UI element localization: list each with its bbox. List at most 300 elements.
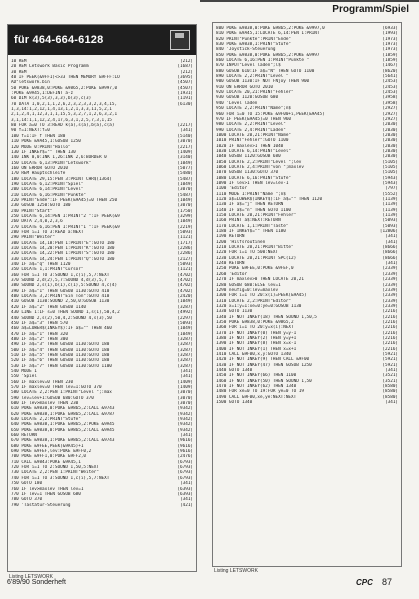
checksum: [1973] [382,36,398,42]
code-text: 330 LOCATE 14,24:PEN 1:PRINT"Q":GOTO 180 [11,256,115,262]
checksum: [6393] [177,491,193,497]
checksum: [1993] [382,31,398,37]
code-text: 470 IF a$="1" THEN 320 [11,331,68,337]
code-text: 1420 IF NOT INKEY(9) THEN CALL &9F00 [216,357,310,363]
code-text: 1220 FOR i=1 TO 500:NEXT [216,250,279,256]
checksum: [8666] [382,245,398,251]
code-text: 1330 GOTO 1130 [216,309,253,315]
code-text: 370 SOUND 2,d(2),5,7:SOUND 4,d(3),5,7 [11,278,107,284]
page-footer [0,571,419,599]
checksum: [3070] [177,390,193,396]
checksum: [3287] [177,342,193,348]
checksum: [2476] [177,454,193,460]
checksum: [2339] [382,271,398,277]
code-text: 30 REM [11,69,27,75]
code-text: 1460 IF NOT INKEY(50) THEN SOUND 1,50 [216,378,312,384]
checksum: [9616] [177,438,193,444]
checksum: [1121] [177,235,193,241]
code-text: 910 ON ERROR GOTO 2010 [216,84,273,90]
checksum: [1409] [177,379,193,385]
checksum: [3070] [177,139,193,145]
code-text: 1470 IF NOT INKEY(62) THEN 1340 [216,384,297,390]
checksum: [1191] [177,96,193,102]
code-text: 750 GOTO 180 [11,481,43,487]
code-text: 1440 GOTO 1340 [216,368,253,373]
code-text: 600 IF lev>maxlev THEN 230 [11,401,79,406]
checksum: [212] [180,59,193,64]
checksum: [1049] [177,299,193,305]
code-text: 1150 LOCATE 20,21:PRINT"Fehler" [216,213,297,219]
checksum: [1687] [177,64,193,70]
checksum: [9342] [177,411,193,417]
checksum: [1139] [382,213,398,219]
code-text: 60 DIM k(3),5(3),3,3),b(3),c(3) [11,96,92,102]
header-rule [200,0,419,2]
code-text: 1050 LOCATE 2,2:PRINT"Level ";lev [216,159,302,165]
code-text: 1190 RETURN [216,234,245,240]
checksum: [5921] [382,362,398,368]
checksum: [2339] [382,266,398,272]
code-text: 430 LINE 1:IF s=0 THEN SOUND 1,s(1),50,4,2 [11,310,120,316]
code-text: :POKE &9A45,1:DEFINT a-z [11,91,74,97]
code-text: 360 FOR i=1 TO 3:SOUND 1,c(i),5,7:NEXT [11,272,110,278]
code-text: 820 PRINT"Punkte":PRINT"Ende" [216,36,292,42]
code-text: 510 IF a$="5" THEN GOSUB 1130:GOTO 180 [11,352,110,358]
page-header [0,0,419,22]
code-text: 1160 PRINT a$:NEXT:RETURN [216,218,281,224]
code-text: 720 FOR i=1 TO 2:SOUND 1,50,5:NEXT [11,465,99,471]
code-text: 390 IF a$="1" THEN GOSUB 1130:GOTO 410 [11,288,110,294]
checksum: [2927] [382,106,398,112]
checksum: [2030] [382,148,398,154]
code-text: 1360 FOR i=1 TO 20:y=x(i):NEXT [216,325,294,331]
banner-title: für 464-664-6128 [14,34,104,46]
code-text: 160 ON ERROR GOTO 2010 [11,165,68,171]
checksum: [2127] [177,256,193,262]
checksum: [4702] [177,283,193,289]
code-line [216,400,398,405]
checksum: [5552] [382,191,398,197]
code-text: 1210 LOCATE 20,21:PRINT"Bitte" [216,245,294,251]
code-text: 1000 LOCATE 20,21:PRINT"Name" [216,132,292,138]
checksum: [6793] [177,459,193,465]
code-text: 1270 IF maxlev>0 THEN LOCATE 20,21 [216,277,304,283]
code-text: 550 'Spiel [11,374,37,380]
checksum: [2927] [382,116,398,122]
checksum: [5480] [177,171,193,177]
code-text: 210 LOCATE 6,16:PRINT"Punkte" [11,192,87,198]
code-text: 760 IF lev>maxlev THEN lev=1 [11,486,84,492]
checksum: [2339] [382,277,398,283]
checksum: [2453] [382,79,398,85]
code-text: 170 REM Hauptschleife [11,171,66,177]
code-text: 1450 IF NOT INKEY(66) THEN 1100 [216,373,297,379]
checksum: [9342] [177,406,193,412]
code-text: 650 POKE &9838,0:POKE &9865,2:CALL &9A45 [11,427,115,433]
checksum: [341] [180,497,193,503]
code-text: 730 LOCATE 2,2:PEN 1:PRINT"Weiter" [11,470,99,476]
code-text: 1410 CALL &9F00,x,y:GOTO 1340 [216,351,292,357]
checksum: [8620] [382,68,398,74]
code-text: 530 IF a$="7" THEN GOSUB 1130:GOTO 1100 [11,363,112,369]
checksum: [341] [385,261,398,267]
code-text: 680 POKE &9FEE,PEEK(&9A45)+1 [11,443,84,449]
code-text: 410 GOSUB 1130:SOUND 2,50,0:GOSUB 1130 [11,299,110,305]
checksum: [2339] [382,293,398,299]
checksum: [341] [385,368,398,373]
checksum: [9342] [177,417,193,423]
checksum: [2297] [177,315,193,321]
code-text: 120 MODE 0:PRINT"Hallo" [11,144,71,150]
code-text: 180 LOCATE 29,15:PEN 3:PRINT CHR$(1364) [11,176,112,182]
code-text: 1070 GOSUB 1130:GOTO 370 [216,170,279,176]
code-listing-right [216,26,398,405]
checksum: [2216] [382,309,398,315]
checksum: [1467] [382,63,398,69]
brand-logo: CPC [356,578,373,587]
checksum: [8580] [382,389,398,395]
checksum: [212] [180,69,193,75]
checksum: [2216] [382,341,398,347]
checksum: [2216] [382,319,398,325]
checksum: [1049] [177,326,193,332]
checksum: [3070] [177,401,193,406]
code-text: 790 'Tastatur-Steuerung [11,502,71,508]
checksum: [4702] [177,278,193,284]
checksum: [3287] [177,358,193,364]
code-text: 1180 IF INKEY$="" THEN 1180 [216,229,286,235]
checksum: [5077] [177,165,193,171]
checksum: [6793] [177,475,193,481]
checksum: [797] [385,186,398,192]
checksum: [341] [385,234,398,240]
checksum: [8580] [382,384,398,390]
code-text: 950 LOCATE 2,2:PRINT"Name";n$ [216,106,292,112]
code-text: 770 IF lev=1 THEN GOSUB 680 [11,491,81,497]
code-text: 660 RETURN [11,433,37,439]
checksum: [3521] [382,373,398,379]
checksum: [2030] [382,127,398,133]
checksum: [8580] [382,394,398,400]
code-text: 290 PRINT"Weiter" [11,235,55,241]
code-text: 1260 'Editor [216,271,248,277]
checksum: [4702] [177,288,193,294]
checksum: [341] [180,374,193,380]
code-text: 1030 LOCATE 6,14:PRINT"Level" [216,148,292,154]
checksum: [1859] [382,58,398,64]
code-text: 1480 FOR xe=0 TO 19:FOR ye=0 TO 19 [216,389,304,395]
checksum: [5487] [177,192,193,198]
code-text: 220 PRINT"Ende":IF PEEK(&9A45)=0 THEN 250 [11,197,118,203]
checksum: [341] [180,433,193,439]
checksum: [2420] [177,294,193,300]
checksum: [2216] [382,314,398,320]
checksum: [1049] [177,331,193,337]
code-text: 40 IF PEEK(&9FF1)<>33 THEN MEMORY &9FFF:LO [11,75,120,81]
code-text: 970 IF PEEK(&9A45)=0 THEN 960 [216,116,292,122]
checksum: [1121] [177,267,193,273]
checksum: [1750] [177,208,193,214]
checksum: [6933] [382,26,398,31]
checksum: [2219] [177,224,193,230]
code-text: 780 GOTO 370 [11,497,43,503]
code-text: 140 INK 0,0:INK 1,26:INK 2,6:BORDER 0 [11,155,107,161]
code-text: 460 a$=LOWER$(INKEY$):IF a$="" THEN 460 [11,326,112,332]
code-text: 1430 IF NOT INKEY(47) THEN GOSUB 1250 [216,362,312,368]
checksum: [3070] [177,187,193,193]
checksum: [6393] [177,486,193,492]
code-text: 860 LOCATE 6,16:PEN 1:PRINT"Punkte " [216,58,310,64]
code-text: 420 IF a$="2" THEN GOSUB 1140 [11,304,87,310]
checksum: [4992] [177,310,193,316]
checksum: [9616] [177,443,193,449]
code-text: 1090 IF lev>1 THEN lev=lev-1 [216,180,289,186]
checksum: [3070] [177,395,193,401]
code-text: 380 SOUND 2,s(1),b(1),c(1),5:SOUND 4,c(4) [11,283,118,289]
checksum: [6793] [177,470,193,476]
code-text: 440 SOUND 2,s(2),50,4,2:SOUND 4,s(3),50 [11,315,112,321]
code-text: 1340 IF NOT INKEY(18) THEN SOUND 1,50,5 [216,314,317,320]
code-text: 280 FOR i=1 TO 3:READ a:NEXT [11,230,84,235]
listing-column-right [212,22,402,567]
checksum: [1139] [382,202,398,208]
checksum: [421] [180,502,193,508]
checksum: [5093] [382,223,398,229]
checksum: [2339] [382,287,398,293]
listing-caption-right: Listing LETSWORK [214,568,258,574]
issue-label: 6'89/90 Sonderheft [7,579,66,586]
checksum: [6793] [177,465,193,471]
code-text: 610 POKE &9838,0:POKE &9865,2:CALL &9743 [11,406,115,412]
code-text: 700 POKE &9FF1,0:POKE &9FF2,0 [11,454,87,460]
code-text: 10 REM [11,59,27,64]
checksum: [341] [180,128,193,134]
code-text: 230 GOSUB 1250:GOTO 180 [11,203,71,209]
checksum: [2216] [382,330,398,336]
code-text: 110 POKE &9A45,1:GOSUB 1250 [11,139,81,145]
code-text: 710 CALL &9843:POKE &9A45,1 [11,459,81,465]
checksum: [3140] [177,155,193,161]
checksum: [2030] [382,138,398,144]
code-text: 850 POKE &9838,0:POKE &9865,2:POKE &9997 [216,52,320,58]
checksum: [1717] [177,240,193,246]
checksum: [1409] [177,149,193,155]
code-text: 590 lev=lev+1:GOSUB 680:GOTO 370 [11,395,94,401]
code-text: 1010 PRINT"Fehler":GOTO 1100 [216,138,289,144]
code-text: 1,3,14:1,2,12,1,4,13,1,2,1,3,3,11,5,2,1 [11,107,112,113]
checksum: [341] [180,368,193,374]
code-text: 620 POKE &9838,1:POKE &9865,2:CALL &9787 [11,411,115,417]
code-text: 870 INPUT"Level laden";l$ [216,63,281,69]
code-text: 50 POKE &9838,0:POKE &9865,2:POKE &9997,0 [11,85,118,91]
checksum: [341] [385,400,398,406]
code-text: 340 IF a$="q" THEN 1120 [11,262,71,268]
code-text: 150 LOCATE 6,13:PRINT"Letswork" [11,160,92,166]
checksum: [3299] [177,213,193,219]
code-text: 1240 RETURN [216,261,245,267]
code-text: 260 DATA 2,4,0,2,3,6 [11,219,63,225]
checksum: [2216] [382,325,398,331]
listing-column-left [7,24,197,572]
code-text: 540 MODE 1 [11,368,37,374]
checksum: [5105] [382,170,398,176]
code-text: 200 LOCATE 6,14:PRINT"Level" [11,187,84,193]
checksum: [1973] [382,42,398,48]
code-text: 1280 GOSUB 680:ELSE lev=1 [216,282,281,288]
checksum: [1973] [382,47,398,53]
code-text: 1320 x=1:y=1:xe=0:ye=0:GOSUB 1130 [216,303,302,309]
code-text: 840 'Joystick-Steuerung [216,47,276,53]
code-text: 900 GOSUB 1130:IF NOT FNjoy THEN 900 [216,79,310,85]
checksum: [5943] [382,175,398,181]
disk-icon [170,30,190,50]
checksum: [2339] [382,298,398,304]
checksum: [8666] [382,250,398,256]
checksum: [2030] [382,154,398,160]
code-text: 880 GOSUB 610:IF a$="N" THEN GOTO 1100 [216,68,315,74]
code-text: 520 IF a$="6" THEN GOSUB 1130:GOTO 180 [11,358,110,364]
checksum: [1049] [177,219,193,225]
checksum: [4507] [177,85,193,91]
checksum: [3521] [382,378,398,384]
checksum: [3287] [177,347,193,353]
code-text: 890 LOCATE 2,2:PRINT"Level " [216,74,289,80]
checksum: [341] [180,481,193,487]
checksum: [5641] [382,74,398,80]
code-text: 20 REM Letswork Basic Programm [11,64,89,70]
checksum: [9342] [177,422,193,428]
checksum: [5921] [382,357,398,363]
code-text: 270 LOCATE 6,16:PEN 1:PRINT"1 ":IF PEEK(&9 [11,224,120,230]
checksum: [1049] [177,197,193,203]
code-text: 320 LOCATE 14,22:PEN 1:PRINT"S":GOTO 180 [11,251,115,257]
checksum: [5093] [177,262,193,268]
checksum: [2217] [177,144,193,150]
code-listing-left [11,59,193,508]
code-text: 1500 GOTO 1340 [216,400,253,406]
code-text: 240 PRINT"Start" [11,208,53,214]
code-text: 1200 'Hilfsroutinen [216,239,266,245]
code-text: 580 LOCATE 2,2:PEN 1:PRINT"Level ";:max [11,390,112,396]
checksum: [12806] [379,229,398,235]
checksum: [3287] [177,363,193,369]
listing-caption-left: Listing LETSWORK [9,574,53,580]
checksum: [1139] [382,207,398,213]
checksum: [5093] [382,218,398,224]
section-title: Programm/Spiel [332,4,409,15]
checksum: [5105] [382,159,398,165]
checksum: [5105] [382,164,398,170]
code-text: 1350 POKE &9838,0:POKE &9865,2 [216,319,294,325]
code-text: 1290 neufig=0:lev=maxlev [216,287,279,293]
code-text: 1020 IF maxlev>1 THEN 1040 [216,143,284,149]
checksum: [1859] [382,52,398,58]
code-text: 1370 IF NOT INKEY(0) THEN y=y-1 [216,330,297,336]
checksum: [3070] [177,203,193,209]
checksum: [4702] [177,272,193,278]
code-line [11,503,193,508]
code-text: 100 f=1:IF f THEN 180 [11,133,66,139]
checksum: [9342] [177,427,193,433]
checksum: [3287] [177,336,193,342]
code-text: 570 IF maxlev=0 THEN lev=1:GOTO 370 [11,384,102,390]
checksum: [1049] [177,160,193,166]
code-text: 1390 IF NOT INKEY(8) THEN x=x-1 [216,341,297,347]
page-number: 87 [382,577,393,587]
code-text: 350 LOCATE 1,1:PRINT"Cursor" [11,267,84,273]
code-text: 960 FOR i=0 TO 15:POKE &9F00+i,PEEK(&9A45) [216,111,325,117]
code-text: 940 'Level laden [216,100,258,106]
code-text: 630 LOCATE 2,2:PRINT"Stufe" [11,417,81,423]
code-text: AD"letswork.bin [11,80,50,86]
code-text: 920 LOCATE 20,21:PRINT"Fehler" [216,90,294,96]
code-text: 930 GOSUB 1120:GOSUB 680 [216,95,279,101]
checksum: [5093] [177,230,193,235]
code-text: 830 POKE &9838,1:PRINT"Stufe" [216,42,292,48]
code-text: 810 POKE &9A45,1:LOCATE 6,14:PEN 1:PRINT [216,31,320,37]
checksum: [5093] [177,320,193,326]
checksum: [341] [385,239,398,245]
code-text: 990 LOCATE 2,4:PRINT"Laden" [216,127,286,133]
code-text: 480 IF a$="2" THEN 300 [11,336,68,342]
code-text: 1110 MODE 1:PRINT"Name ";n$ [216,191,286,197]
code-text: 90 f=1:NEXT:f=0 [11,128,50,134]
code-text: 1120 a$=LOWER$(INKEY$):IF a$="" THEN 1120 [216,197,323,202]
checksum: [2927] [382,111,398,117]
checksum: [3958] [382,100,398,106]
checksum: [5943] [382,180,398,186]
checksum: [2339] [382,303,398,309]
code-text: 560 IF maxlev=0 THEN 230 [11,379,74,385]
code-text: 670 POKE &9838,1:POKE &9865,2:CALL &9743 [11,438,115,444]
code-text: 70 DATA 1,0,2,1,1,2,6,2,3,2,3,3,2,3,4,15, [11,101,118,107]
checksum: [2030] [382,132,398,138]
code-text: 1130 IF a$="j" THEN RETURN [216,202,284,208]
code-text: 300 LOCATE 14,18:PEN 1:PRINT"E":GOTO 180 [11,240,115,246]
code-text: 130 IF INKEY$="" THEN 130 [11,149,76,155]
code-text: 1040 GOSUB 1120:GOSUB 680 [216,154,281,160]
code-text: 690 POKE &9FEF,lev:POKE &9FF0,2 [11,449,92,455]
checksum: [2453] [382,84,398,90]
checksum: [3958] [382,95,398,101]
code-text: 1310 LOCATE 2,2:PRINT"Editor" [216,298,292,304]
code-text: 1380 IF NOT INKEY(2) THEN y=y+1 [216,335,297,341]
code-text: 450 IF a$="3" THEN 570 [11,320,68,326]
code-text: 310 LOCATE 14,20:PEN 1:PRINT"K":GOTO 180 [11,246,115,252]
checksum: [2453] [382,90,398,96]
code-text: 2,1,2,4,1,12,3,1,1,15,5,3,2,7,1,2,6,3,2,1 [11,112,118,118]
checksum: [8666] [382,255,398,261]
checksum: [2286] [177,251,193,257]
code-text: 250 LOCATE 6,14:PEN 1:PRINT"2 ":IF PEEK(&9 [11,213,120,219]
code-text: 640 POKE &9838,1:POKE &9865,2:POKE &9A45 [11,422,115,428]
code-text: 1170 LOCATE 1,1:PRINT"Taste" [216,223,289,229]
code-text: 3,1,14:1,1,12,2,4,17,6,3,1,2,5,7,3,1,15 [11,117,112,123]
code-text: 1490 CALL &9F00,xe,ye:NEXT:NEXT [216,394,297,400]
code-text: 800 POKE &9838,0:POKE &9865,2:POKE &9997,0 [216,26,325,31]
checksum: [5921] [382,351,398,357]
code-text: 1300 FOR i=1 TO 20:x(i)=PEEK(&9A45) [216,293,307,299]
code-text: 80 FOR a=0 TO 3:READ k(a),s(a),b(a),c(a) [11,123,115,129]
checksum: [2030] [382,122,398,128]
checksum: [2339] [382,282,398,288]
checksum: [2216] [382,346,398,352]
checksum: [9616] [177,449,193,455]
checksum: [1139] [382,197,398,202]
checksum: [2030] [382,143,398,149]
checksum: [5487] [177,176,193,182]
checksum: [2217] [177,123,193,129]
